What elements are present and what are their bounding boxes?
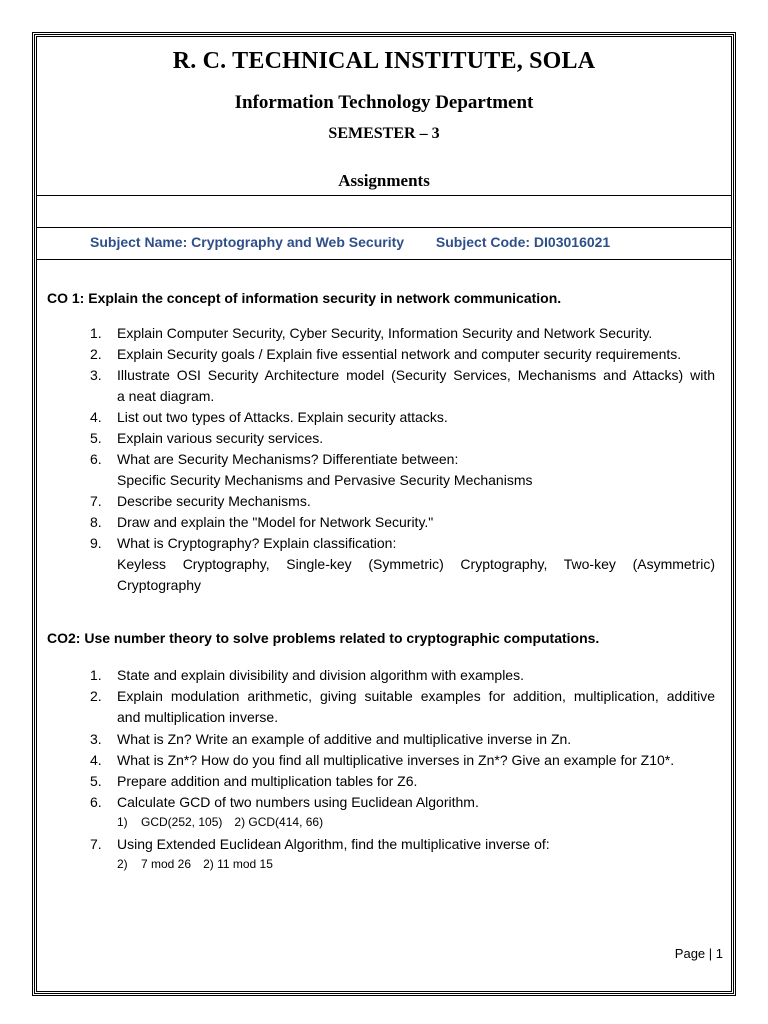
department-title: Information Technology Department xyxy=(234,92,534,113)
subject-code: Subject Code: DI03016021 xyxy=(435,234,611,250)
institute-title: R. C. TECHNICAL INSTITUTE, SOLA xyxy=(172,48,596,74)
sub-question: 2) 7 mod 26 2) 11 mod 15 xyxy=(117,857,273,871)
subject-name: Subject Name: Cryptography and Web Security xyxy=(90,234,405,250)
sub-question: 1) GCD(252, 105) 2) GCD(414, 66) xyxy=(117,815,324,829)
semester-label: SEMESTER – 3 xyxy=(328,125,440,142)
co2-heading: CO2: Use number theory to solve problems related to cryptographic computations. xyxy=(47,630,600,646)
subject-info xyxy=(90,234,638,250)
divider xyxy=(36,259,732,260)
document-type-label: Assignments xyxy=(338,171,430,190)
divider xyxy=(36,227,732,228)
co1-heading: CO 1: Explain the concept of information security in network communication. xyxy=(47,290,562,306)
divider xyxy=(36,195,732,196)
page-number: Page | 1 xyxy=(674,946,723,961)
